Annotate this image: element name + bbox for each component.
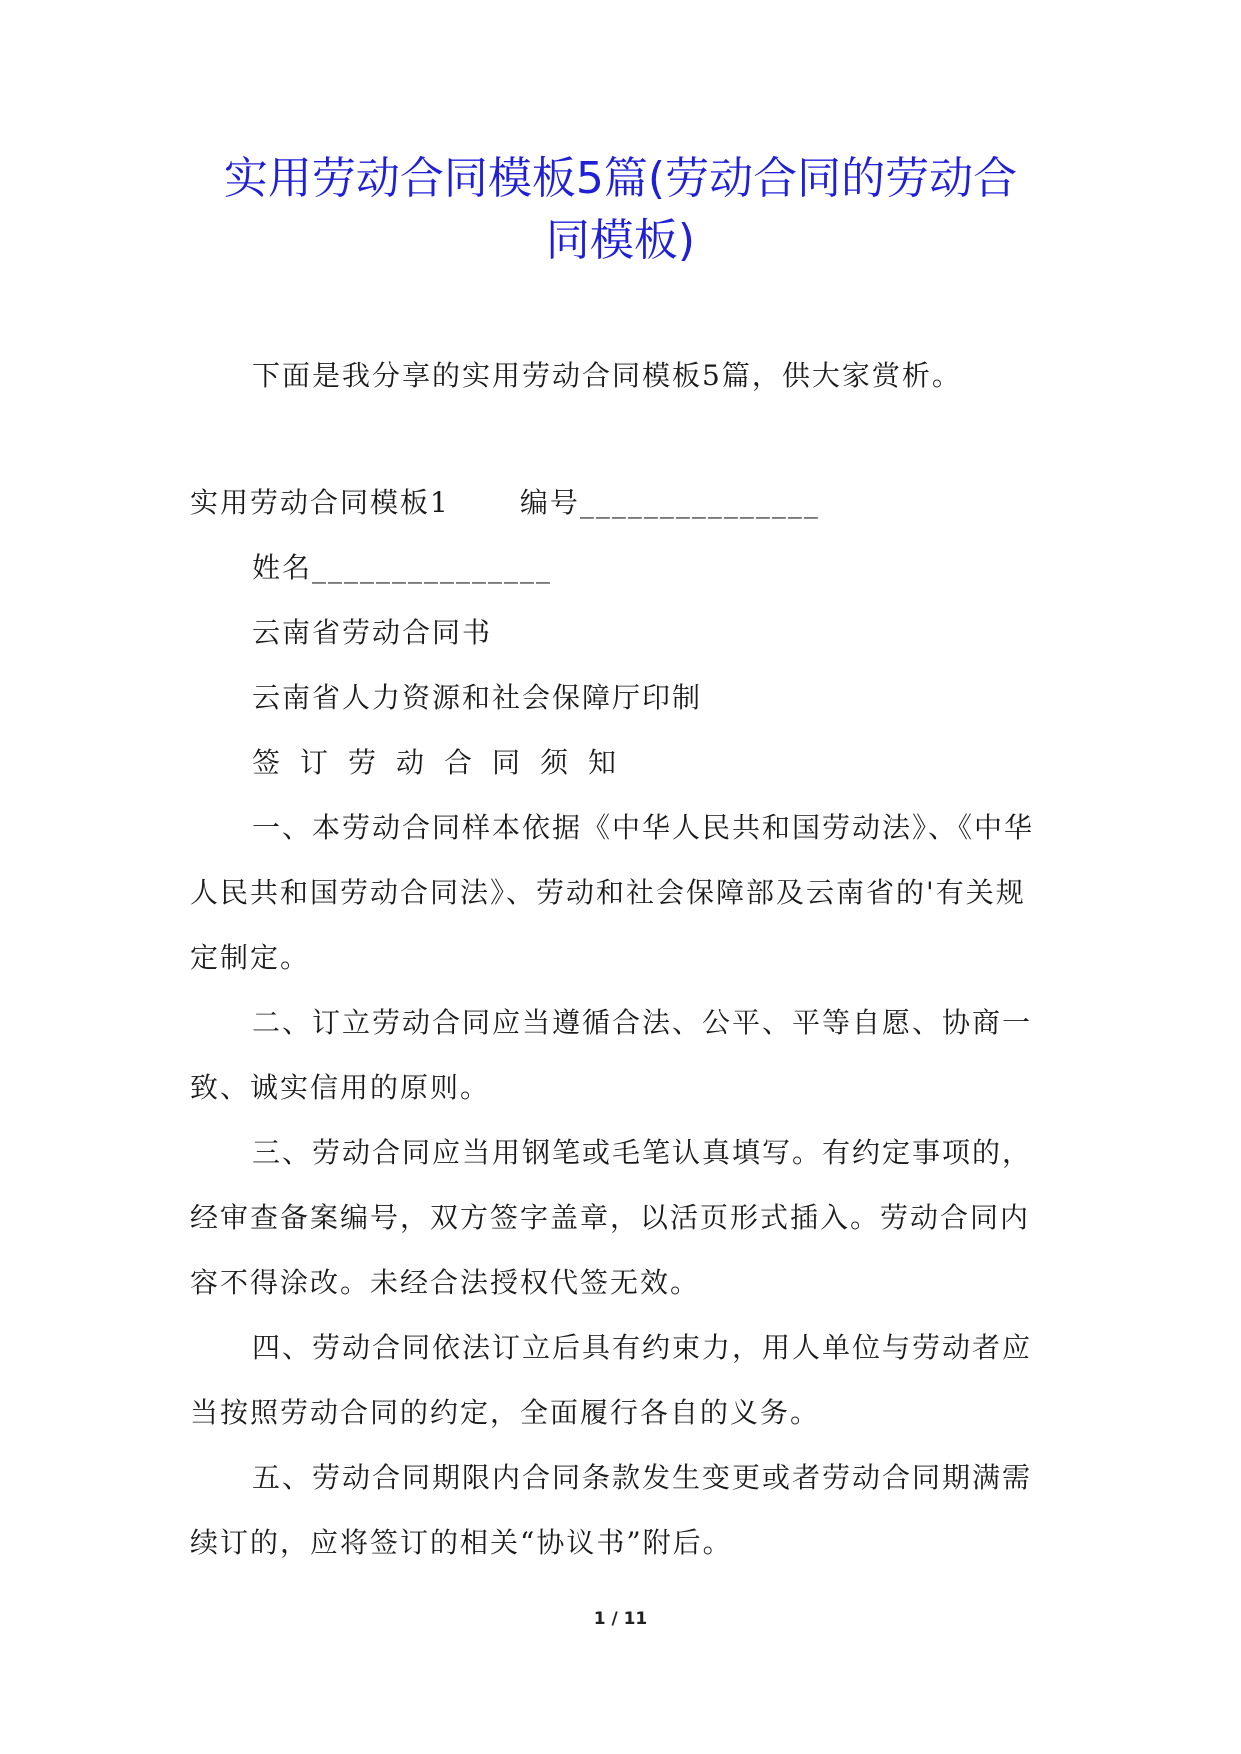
paragraph-1-line-3: 定制定。 bbox=[190, 941, 311, 974]
title-line-2: 同模板) bbox=[545, 215, 696, 266]
paragraph-5-line-1: 五、劳动合同期限内合同条款发生变更或者劳动合同期满需 bbox=[252, 1461, 1033, 1494]
paragraph-2-line-1: 二、订立劳动合同应当遵循合法、公平、平等自愿、协商一 bbox=[252, 1006, 1033, 1039]
paragraph-4-line-2: 当按照劳动合同的约定，全面履行各自的义务。 bbox=[190, 1396, 821, 1429]
contract-book-title: 云南省劳动合同书 bbox=[252, 616, 493, 649]
paragraph-5-line-2: 续订的，应将签订的相关“协议书”附后。 bbox=[190, 1526, 733, 1559]
paragraph-3-line-3: 容不得涂改。未经合法授权代签无效。 bbox=[190, 1266, 701, 1299]
number-field: 编号_______________ bbox=[519, 486, 820, 519]
notice-heading: 签订劳动合同须知 bbox=[252, 746, 637, 779]
intro-paragraph: 下面是我分享的实用劳动合同模板5篇，供大家赏析。 bbox=[252, 359, 962, 392]
document-title bbox=[150, 148, 1091, 272]
template-heading-row bbox=[190, 483, 820, 523]
paragraph-2-line-2: 致、诚实信用的原则。 bbox=[190, 1071, 491, 1104]
paragraph-4-line-1: 四、劳动合同依法订立后具有约束力，用人单位与劳动者应 bbox=[252, 1331, 1033, 1364]
paragraph-1-line-2: 人民共和国劳动合同法》、劳动和社会保障部及云南省的'有关规 bbox=[190, 876, 1026, 909]
name-field: 姓名_______________ bbox=[252, 551, 553, 584]
page-number: 1 / 11 bbox=[593, 1609, 648, 1629]
paragraph-3-line-1: 三、劳动合同应当用钢笔或毛笔认真填写。有约定事项的， bbox=[252, 1136, 1033, 1169]
template-label: 实用劳动合同模板1 bbox=[190, 486, 450, 519]
printer-line: 云南省人力资源和社会保障厅印制 bbox=[252, 681, 703, 714]
title-line-1: 实用劳动合同模板5篇(劳动合同的劳动合 bbox=[223, 153, 1018, 204]
paragraph-1-line-1: 一、本劳动合同样本依据《中华人民共和国劳动法》、《中华 bbox=[252, 811, 1035, 844]
paragraph-3-line-2: 经审查备案编号，双方签字盖章，以活页形式插入。劳动合同内 bbox=[190, 1201, 1031, 1234]
